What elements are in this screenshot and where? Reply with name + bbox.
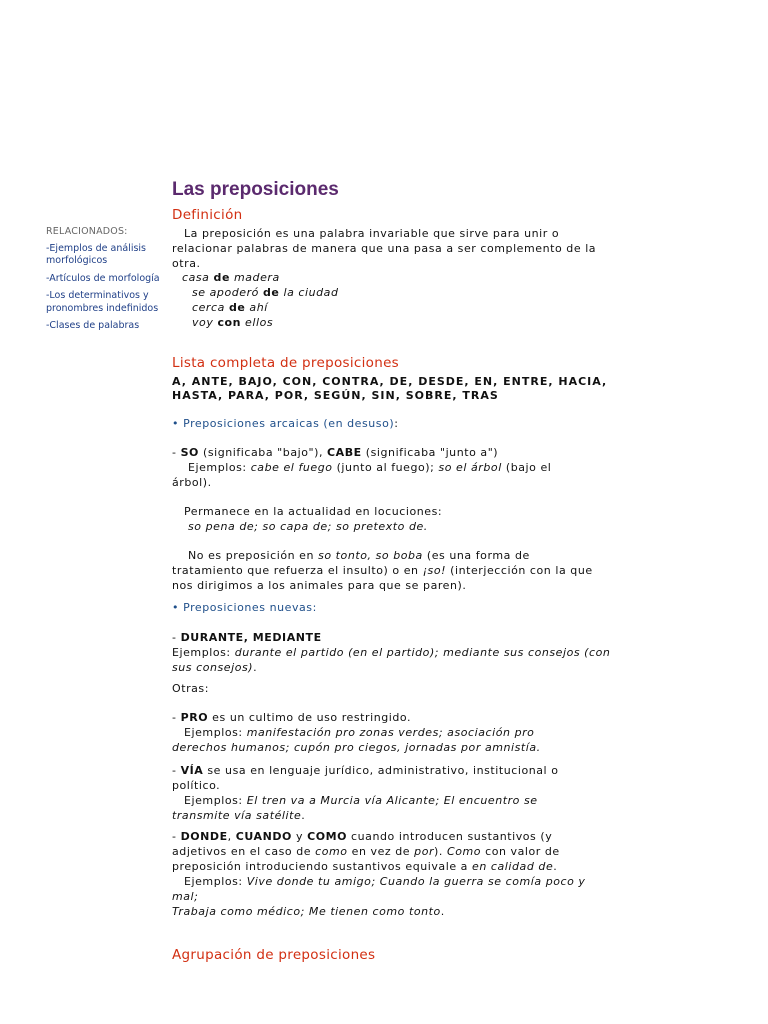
via-examples: Ejemplos: El tren va a Murcia vía Alicante; El encuentro se transmite vía satélite. xyxy=(172,794,538,822)
via-line: - VÍA se usa en lenguaje jurídico, administrativo, institucional o político. xyxy=(172,764,559,792)
preposition-list-line1: A, ANTE, BAJO, CON, CONTRA, DE, DESDE, EN, ENTRE, HACIA, xyxy=(172,375,608,388)
section-agrupacion-heading: Agrupación de preposiciones xyxy=(172,947,376,963)
related-link-articulos[interactable]: -Artículos de morfología xyxy=(46,272,160,284)
related-link-clases[interactable]: -Clases de palabras xyxy=(46,320,140,331)
related-link-analisis[interactable]: -Ejemplos de análisis morfológicos xyxy=(46,242,146,266)
preposition-list-line2: HASTA, PARA, POR, SEGÚN, SIN, SOBRE, TRAS xyxy=(172,389,499,402)
arcaicas-bullet-line: • Preposiciones arcaicas (en desuso): xyxy=(172,417,399,430)
pro-line: - PRO es un cultimo de uso restringido. xyxy=(172,711,412,724)
section-lista-heading: Lista completa de preposiciones xyxy=(172,355,400,371)
example-voy-con-ellos: voy con ellos xyxy=(192,316,274,329)
pro-examples: Ejemplos: manifestación pro zonas verdes; asociación pro derechos humanos; cupón pro ciegos, jornadas por amnistía. xyxy=(172,726,541,754)
arcaicas-label: Preposiciones arcaicas (en desuso) xyxy=(183,417,395,430)
donde-cuando-examples: Ejemplos: Vive donde tu amigo; Cuando la guerra se comía poco y mal; xyxy=(172,875,586,903)
definicion-paragraph: La preposición es una palabra invariable que sirve para unir o relacionar palabras de manera que una pasa a ser complemento de la otra. xyxy=(172,227,597,270)
nuevas-bullet-line: • Preposiciones nuevas: xyxy=(172,601,317,614)
no-es-preposicion-paragraph: No es preposición en so tonto, so boba (es una forma de tratamiento que refuerza el insulto) o en ¡so! (interjección con la que nos dirigimos a los animales para que se paren). xyxy=(172,549,593,592)
donde-cuando-como-paragraph: - DONDE, CUANDO y COMO cuando introducen sustantivos (y adjetivos en el caso de como en vez de por). Como con valor de preposición introduciendo sustantivos equivale a en calidad de. xyxy=(172,830,560,873)
example-se-apodero: se apoderó de la ciudad xyxy=(192,286,339,299)
related-sidebar xyxy=(46,226,161,338)
permanece-line: Permanece en la actualidad en locuciones: xyxy=(184,505,443,518)
page-title: Las preposiciones xyxy=(172,179,339,200)
related-title: RELACIONADOS: xyxy=(46,226,128,237)
example-cerca-de-ahi: cerca de ahí xyxy=(192,301,268,314)
so-cabe-line: - SO (significaba "bajo"), CABE (significaba "junto a") xyxy=(172,446,499,459)
related-link-determinativos[interactable]: -Los determinativos y pronombres indefinidos xyxy=(46,290,159,314)
donde-cuando-examples-2: Trabaja como médico; Me tienen como tonto. xyxy=(172,905,445,918)
locuciones-line: so pena de; so capa de; so pretexto de. xyxy=(188,520,428,533)
durante-examples: Ejemplos: durante el partido (en el partido); mediante sus consejos (con sus consejos). xyxy=(172,646,611,674)
so-cabe-examples: Ejemplos: cabe el fuego (junto al fuego); so el árbol (bajo el árbol). xyxy=(172,461,552,489)
otras-label: Otras: xyxy=(172,682,209,695)
durante-mediante-line: - DURANTE, MEDIANTE xyxy=(172,631,322,644)
section-definicion-heading: Definición xyxy=(172,207,243,223)
nuevas-label: Preposiciones nuevas: xyxy=(183,601,317,614)
example-casa-de-madera: casa de madera xyxy=(182,271,280,284)
